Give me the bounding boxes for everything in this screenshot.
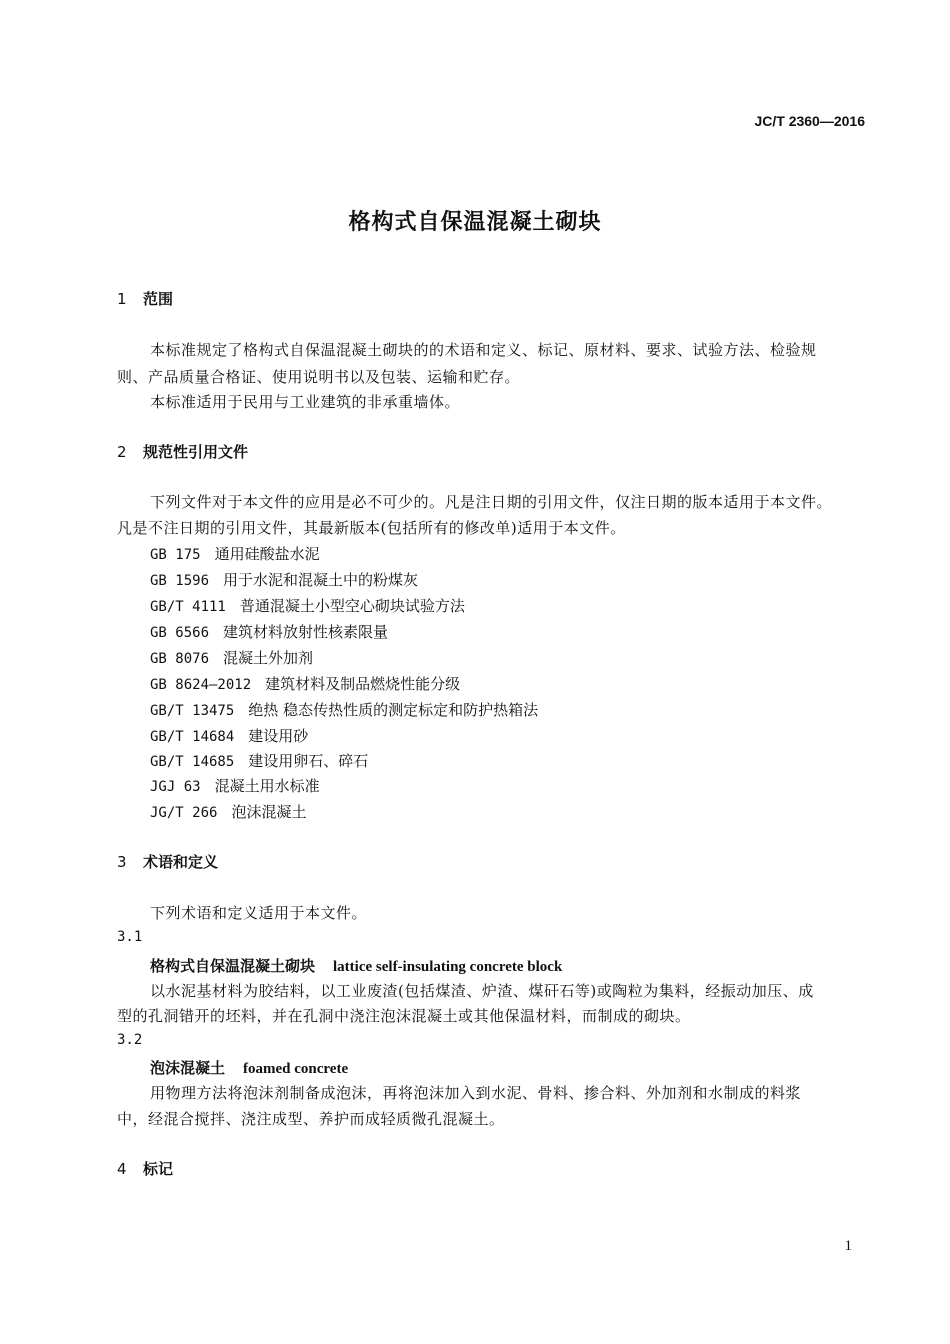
standard-code: JC/T 2360—2016 bbox=[754, 113, 865, 129]
definition-line: 型的孔洞错开的坯料，并在孔洞中浇注泡沫混凝土或其他保温材料，而制成的砌块。 bbox=[117, 1007, 691, 1025]
reference-name: 建设用砂 bbox=[248, 727, 309, 745]
reference-item bbox=[150, 621, 388, 642]
reference-name: 通用硅酸盐水泥 bbox=[214, 545, 320, 563]
reference-item bbox=[150, 750, 368, 771]
reference-code: GB 6566 bbox=[150, 625, 210, 641]
term-zh: 格构式自保温混凝土砌块 bbox=[150, 957, 316, 975]
reference-code: GB 175 bbox=[150, 547, 201, 563]
term-zh: 泡沫混凝土 bbox=[150, 1059, 226, 1077]
paragraph-line: 本标准规定了格构式自保温混凝土砌块的的术语和定义、标记、原材料、要求、试验方法、检验规 bbox=[150, 341, 817, 359]
reference-name: 建设用卵石、碎石 bbox=[248, 752, 369, 770]
reference-name: 普通混凝土小型空心砌块试验方法 bbox=[239, 597, 465, 615]
reference-item bbox=[150, 647, 313, 668]
reference-item bbox=[150, 699, 538, 720]
reference-code: GB/T 13475 bbox=[150, 703, 235, 719]
reference-code: GB 8076 bbox=[150, 651, 210, 667]
page-number: 1 bbox=[844, 1238, 852, 1254]
definition-line: 中，经混合搅拌、浇注成型、养护而成轻质微孔混凝土。 bbox=[117, 1110, 505, 1128]
definition-line: 以水泥基材料为胶结料，以工业废渣(包括煤渣、炉渣、煤矸石等)或陶粒为集料，经振动加压、成 bbox=[150, 982, 814, 1000]
reference-name: 绝热 稳态传热性质的测定标定和防护热箱法 bbox=[248, 701, 539, 719]
section-3-heading bbox=[117, 851, 218, 872]
paragraph-line: 则、产品质量合格证、使用说明书以及包装、运输和贮存。 bbox=[117, 368, 521, 386]
reference-code: GB/T 14685 bbox=[150, 754, 235, 770]
term-heading bbox=[150, 1057, 348, 1078]
reference-item bbox=[150, 595, 465, 616]
section-title: 规范性引用文件 bbox=[143, 443, 249, 461]
reference-name: 混凝土外加剂 bbox=[223, 649, 314, 667]
definition-line: 用物理方法将泡沫剂制备成泡沫，再将泡沫加入到水泥、骨料、掺合料、外加剂和水制成的料浆 bbox=[150, 1084, 802, 1102]
section-number: 2 bbox=[117, 443, 127, 461]
reference-code: GB/T 14684 bbox=[150, 729, 235, 745]
section-title: 术语和定义 bbox=[143, 853, 219, 871]
reference-item bbox=[150, 775, 320, 796]
reference-code: GB 8624—2012 bbox=[150, 677, 252, 693]
paragraph-line: 下列术语和定义适用于本文件。 bbox=[150, 904, 368, 922]
reference-name: 用于水泥和混凝土中的粉煤灰 bbox=[223, 571, 419, 589]
reference-name: 建筑材料放射性核素限量 bbox=[223, 623, 389, 641]
section-title: 标记 bbox=[143, 1160, 174, 1178]
reference-item bbox=[150, 725, 308, 746]
document-title: 格构式自保温混凝土砌块 bbox=[348, 210, 602, 235]
reference-item bbox=[150, 569, 418, 590]
section-number: 1 bbox=[117, 290, 127, 308]
reference-item bbox=[150, 543, 320, 564]
reference-code: JGJ 63 bbox=[150, 779, 201, 795]
term-heading bbox=[150, 955, 562, 976]
term-number: 3.2 bbox=[117, 1032, 143, 1048]
section-number: 4 bbox=[117, 1160, 127, 1178]
paragraph-line: 凡是不注日期的引用文件，其最新版本(包括所有的修改单)适用于本文件。 bbox=[117, 519, 626, 537]
section-number: 3 bbox=[117, 853, 127, 871]
reference-item bbox=[150, 673, 460, 694]
reference-code: JG/T 266 bbox=[150, 805, 218, 821]
section-1-heading bbox=[117, 288, 173, 309]
reference-name: 建筑材料及制品燃烧性能分级 bbox=[265, 675, 461, 693]
section-4-heading bbox=[117, 1158, 173, 1179]
section-2-heading bbox=[117, 441, 248, 462]
section-title: 范围 bbox=[143, 290, 174, 308]
reference-name: 混凝土用水标准 bbox=[214, 777, 320, 795]
term-number: 3.1 bbox=[117, 929, 143, 945]
term-en: lattice self-insulating concrete block bbox=[333, 959, 563, 975]
paragraph-line: 本标准适用于民用与工业建筑的非承重墙体。 bbox=[150, 393, 461, 411]
reference-item bbox=[150, 801, 306, 822]
term-en: foamed concrete bbox=[243, 1061, 349, 1077]
reference-code: GB/T 4111 bbox=[150, 599, 226, 615]
reference-code: GB 1596 bbox=[150, 573, 210, 589]
reference-name: 泡沫混凝土 bbox=[231, 803, 307, 821]
paragraph-line: 下列文件对于本文件的应用是必不可少的。凡是注日期的引用文件，仅注日期的版本适用于本文件。 bbox=[150, 493, 833, 511]
